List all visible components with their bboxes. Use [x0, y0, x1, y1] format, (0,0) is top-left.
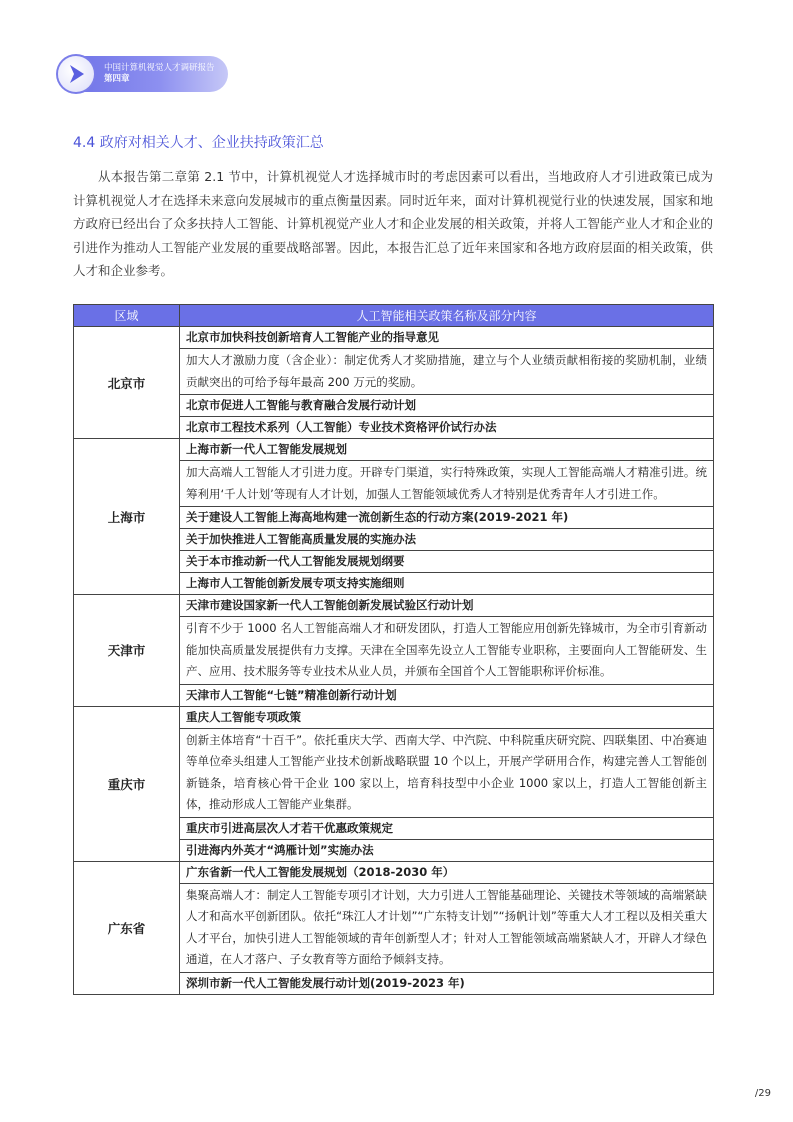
policy-title-cell: 上海市人工智能创新发展专项支持实施细则 [180, 573, 714, 595]
policy-title-cell: 关于加快推进人工智能高质量发展的实施办法 [180, 529, 714, 551]
intro-paragraph: 从本报告第二章第 2.1 节中，计算机视觉人才选择城市时的考虑因素可以看出，当地政府人才引进政策已成为计算机视觉人才在选择未来意向发展城市的重点衡量因素。同时近年来，面对计算机视觉行业的快速发展，国家和地方政府已经出台了众多扶持人工智能、计算机视觉产业人才和企业发展的相关政策，并将人工智能产业人才和企业的引进作为推动人工智能产业发展的重要战略部署。因此，本报告汇总了近年来国家和各地方政府层面的相关政策，供人才和企业参考。 [73, 169, 713, 278]
policy-table [73, 304, 714, 995]
policy-title-cell: 上海市新一代人工智能发展规划 [180, 439, 714, 461]
header-policy: 人工智能相关政策名称及部分内容 [180, 305, 714, 327]
header-region: 区域 [74, 305, 180, 327]
report-header-badge [58, 56, 228, 92]
policy-title-cell: 天津市人工智能“七链”精准创新行动计划 [180, 684, 714, 706]
table-row [74, 861, 714, 883]
policy-desc-cell: 创新主体培育“十百千”。依托重庆大学、西南大学、中汽院、中科院重庆研究院、四联集团、中冶赛迪等单位牵头组建人工智能产业技术创新战略联盟 10 个以上，开展产学研用合作，构建完善人工智能创新链条，培育核心骨干企业 100 家以上，培育科技型中小企业 1000 家以上，打造人工智能创新主体，推动形成人工智能产业集群。 [180, 728, 714, 817]
policy-desc-cell: 引育不少于 1000 名人工智能高端人才和研发团队，打造人工智能应用创新先锋城市，为全市引育新动能加快高质量发展提供有力支撑。天津在全国率先设立人工智能专业职称，主要面向人工智能研发、生产、应用、技术服务等专业技术从业人员，并颁布全国首个人工智能职称评价标准。 [180, 617, 714, 685]
policy-title-cell: 天津市建设国家新一代人工智能创新发展试验区行动计划 [180, 595, 714, 617]
policy-title-cell: 北京市工程技术系列（人工智能）专业技术资格评价试行办法 [180, 417, 714, 439]
policy-table-body [74, 327, 714, 995]
policy-title-cell: 广东省新一代人工智能发展规划（2018-2030 年） [180, 861, 714, 883]
policy-title-cell: 关于本市推动新一代人工智能发展规划纲要 [180, 551, 714, 573]
policy-title-cell: 深圳市新一代人工智能发展行动计划(2019-2023 年) [180, 972, 714, 994]
region-cell: 北京市 [74, 327, 180, 439]
table-row [74, 706, 714, 728]
policy-title-cell: 重庆人工智能专项政策 [180, 706, 714, 728]
chapter-label: 第四章 [104, 74, 130, 84]
region-cell: 广东省 [74, 861, 180, 994]
policy-title-cell: 重庆市引进高层次人才若干优惠政策规定 [180, 817, 714, 839]
policy-title-cell: 引进海内外英才“鸿雁计划”实施办法 [180, 839, 714, 861]
page-number: /29 [754, 1088, 771, 1099]
report-title: 中国计算机视觉人才调研报告 [104, 63, 215, 73]
header-text [104, 63, 215, 85]
policy-desc-cell: 加大高端人工智能人才引进力度。开辟专门渠道，实行特殊政策，实现人工智能高端人才精准引进。统筹利用‘千人计划’等现有人才计划，加强人工智能领域优秀人才特别是优秀青年人才引进工作。 [180, 461, 714, 507]
policy-title-cell: 北京市加快科技创新培育人工智能产业的指导意见 [180, 327, 714, 349]
section-title: 4.4 政府对相关人才、企业扶持政策汇总 [73, 135, 324, 151]
policy-desc-cell: 集聚高端人才：制定人工智能专项引才计划，大力引进人工智能基础理论、关键技术等领域的高端紧缺人才和高水平创新团队。依托“珠江人才计划”“广东特支计划”“扬帆计划”等重大人才工程以及相关重大人才平台，加快引进人工智能领域的青年创新型人才；针对人工智能领域高端紧缺人才，开辟人才绿色通道，在人才落户、子女教育等方面给予倾斜支持。 [180, 883, 714, 972]
region-cell: 上海市 [74, 439, 180, 595]
policy-desc-cell: 加大人才激励力度（含企业）：制定优秀人才奖励措施，建立与个人业绩贡献相衔接的奖励机制，业绩贡献突出的可给予每年最高 200 万元的奖励。 [180, 349, 714, 395]
table-row [74, 439, 714, 461]
chevron-logo-icon [58, 56, 94, 92]
table-row [74, 327, 714, 349]
table-header-row [74, 305, 714, 327]
policy-title-cell: 北京市促进人工智能与教育融合发展行动计划 [180, 395, 714, 417]
region-cell: 重庆市 [74, 706, 180, 861]
region-cell: 天津市 [74, 595, 180, 707]
table-row [74, 595, 714, 617]
policy-title-cell: 关于建设人工智能上海高地构建一流创新生态的行动方案(2019-2021 年) [180, 507, 714, 529]
